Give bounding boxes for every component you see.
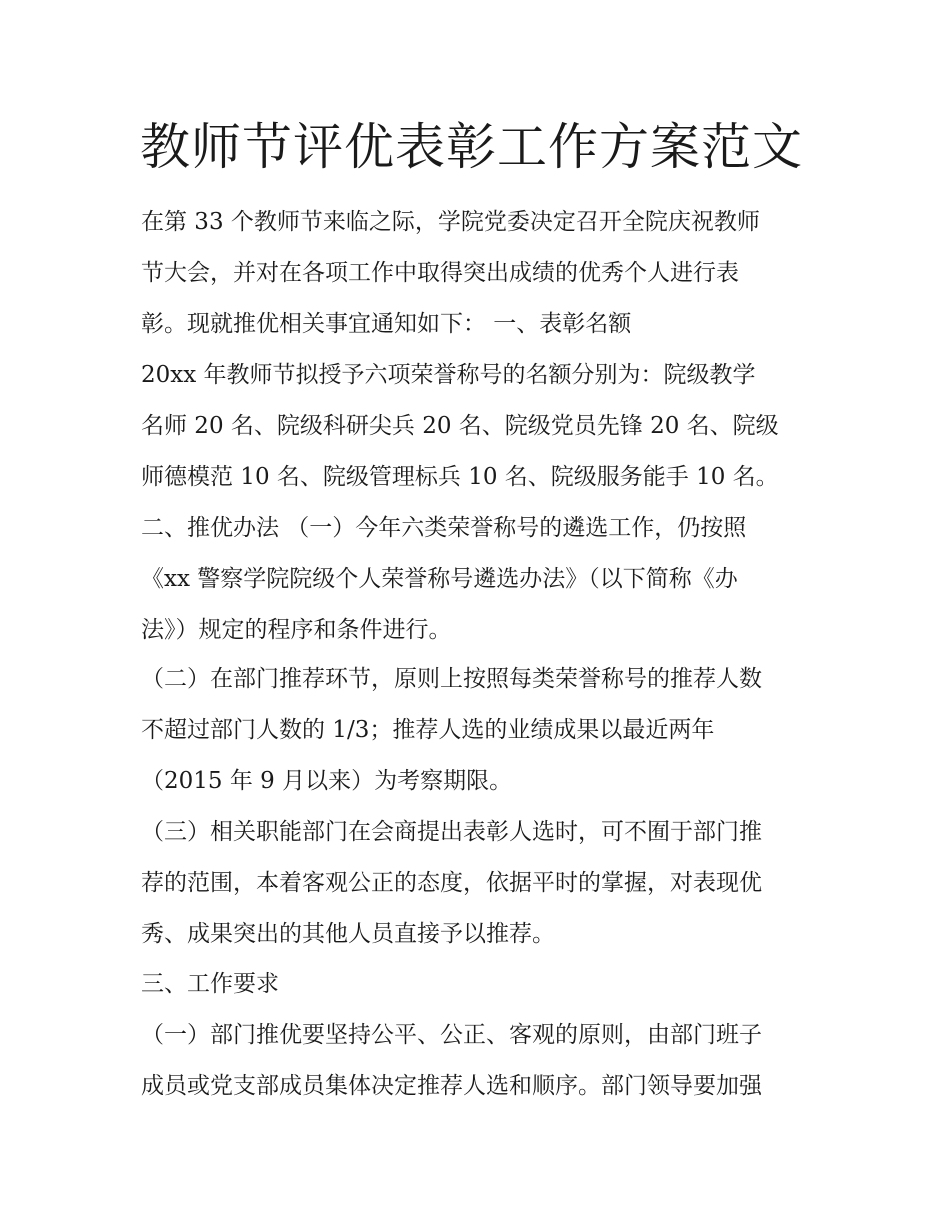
body-line-1: 在第 33 个教师节来临之际，学院党委决定召开全院庆祝教师 — [141, 209, 760, 235]
body-line-10: （二）在部门推荐环节，原则上按照每类荣誉称号的推荐人数 — [141, 666, 762, 692]
body-line-11: 不超过部门人数的 1/3；推荐人选的业绩成果以最近两年 — [141, 717, 715, 743]
body-line-18: 成员或党支部成员集体决定推荐人选和顺序。部门领导要加强 — [141, 1073, 762, 1099]
body-line-9: 法》）规定的程序和条件进行。 — [141, 617, 452, 643]
body-line-4: 20xx 年教师节拟授予六项荣誉称号的名额分别为：院级教学 — [141, 362, 756, 388]
body-line-3: 彰。现就推优相关事宜通知如下： 一、表彰名额 — [141, 311, 632, 337]
document-title: 教师节评优表彰工作方案范文 — [140, 118, 803, 176]
body-line-7: 二、推优办法 （一）今年六类荣誉称号的遴选工作，仍按照 — [141, 515, 747, 541]
body-line-5: 名师 20 名、院级科研尖兵 20 名、院级党员先锋 20 名、院级 — [141, 413, 779, 439]
body-line-16: 三、工作要求 — [141, 971, 279, 997]
body-line-15: 秀、成果突出的其他人员直接予以推荐。 — [141, 921, 555, 947]
body-line-2: 节大会，并对在各项工作中取得突出成绩的优秀个人进行表 — [141, 260, 739, 286]
body-line-8: 《xx 警察学院院级个人荣誉称号遴选办法》（以下简称《办 — [141, 566, 738, 592]
body-line-6: 师德模范 10 名、院级管理标兵 10 名、院级服务能手 10 名。 — [141, 464, 779, 490]
body-line-12: （2015 年 9 月以来）为考察期限。 — [141, 768, 513, 794]
body-line-14: 荐的范围，本着客观公正的态度，依据平时的掌握，对表现优 — [141, 870, 762, 896]
body-line-17: （一）部门推优要坚持公平、公正、客观的原则，由部门班子 — [141, 1022, 762, 1048]
body-line-13: （三）相关职能部门在会商提出表彰人选时，可不囿于部门推 — [141, 819, 762, 845]
